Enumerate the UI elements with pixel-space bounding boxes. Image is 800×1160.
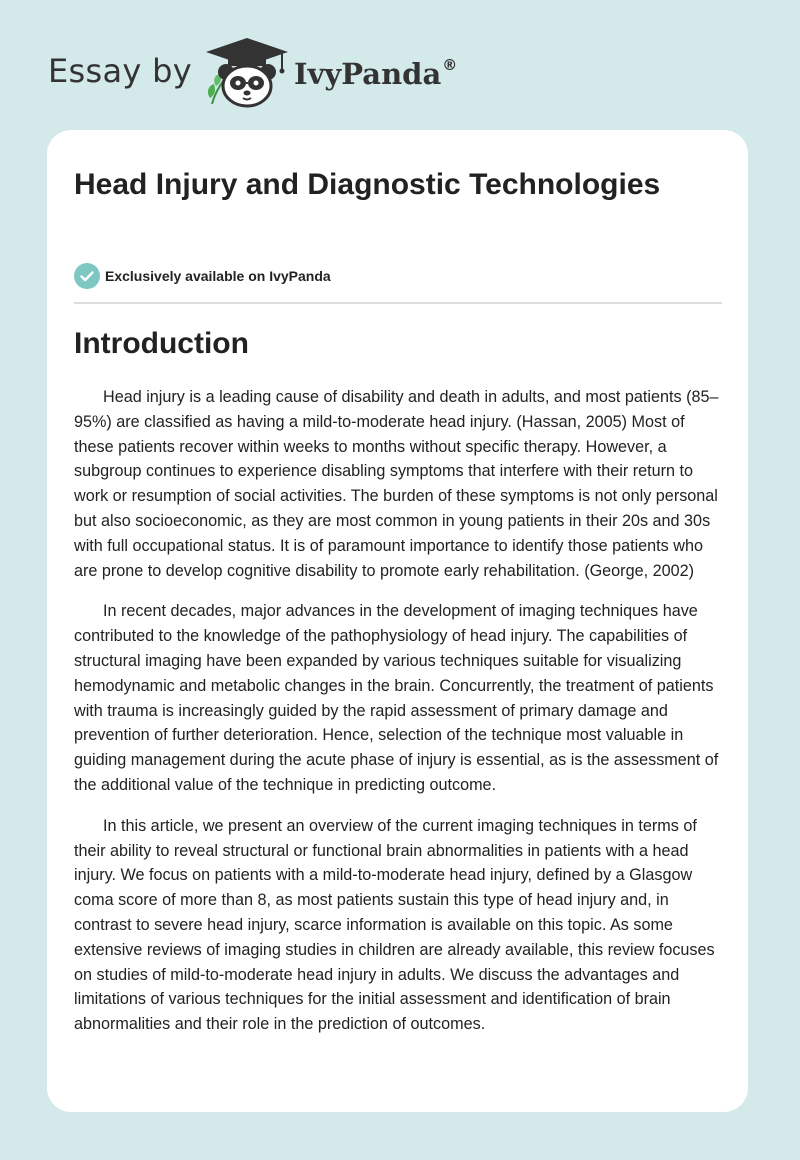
exclusive-badge	[74, 262, 331, 290]
paragraph: Head injury is a leading cause of disability and death in adults, and most patients (85–95%) are classified as having a mild-to-moderate head injury. (Hassan, 2005) Most of these patients recover within weeks to months without specific therapy. However, a subgroup continues to experience disabling symptoms that interfere with their return to work or resumption of social activities. The burden of these symptoms is not only personal but also socioeconomic, as they are most common in young patients in their 20s and 30s with full occupational status. It is of paramount importance to identify those patients who are prone to develop cognitive disability to promote early rehabilitation. (George, 2002)	[74, 388, 719, 580]
brand-name-text: IvyPanda	[294, 57, 442, 91]
page-title: Head Injury and Diagnostic Technologies	[74, 168, 661, 201]
article-body	[74, 385, 726, 1053]
check-circle-icon	[74, 263, 100, 289]
panda-graduate-icon[interactable]	[202, 36, 292, 108]
site-header	[48, 36, 488, 108]
divider	[74, 302, 722, 304]
registered-mark: ®	[442, 56, 458, 74]
exclusive-badge-label: Exclusively available on IvyPanda	[105, 268, 331, 284]
section-heading: Introduction	[74, 327, 249, 360]
essay-card	[47, 130, 748, 1112]
brand-name[interactable]	[294, 56, 457, 91]
paragraph: In recent decades, major advances in the development of imaging techniques have contributed to the knowledge of the pathophysiology of head injury. The capabilities of structural imaging have been expanded by various techniques suitable for visualizing hemodynamic and metabolic changes in the brain. Concurrently, the treatment of patients with trauma is increasingly guided by the rapid assessment of primary damage and prevention of further deterioration. Hence, selection of the technique most valuable in guiding management during the acute phase of injury is essential, as is the assessment of the additional value of the technique in predicting outcome.	[74, 602, 719, 794]
paragraph: In this article, we present an overview of the current imaging techniques in terms of their ability to reveal structural or functional brain abnormalities in patients with a head injury. We focus on patients with a mild-to-moderate head injury, defined by a Glasgow coma score of more than 8, as most patients sustain this type of head injury and, in contrast to severe head injury, scarce information is available on this topic. As some extensive reviews of imaging studies in children are already available, this review focuses on studies of mild-to-moderate head injury in adults. We discuss the advantages and limitations of various techniques for the initial assessment and identification of brain abnormalities and their role in the prediction of outcomes.	[74, 816, 715, 1034]
essay-by-label: Essay by	[48, 52, 192, 90]
